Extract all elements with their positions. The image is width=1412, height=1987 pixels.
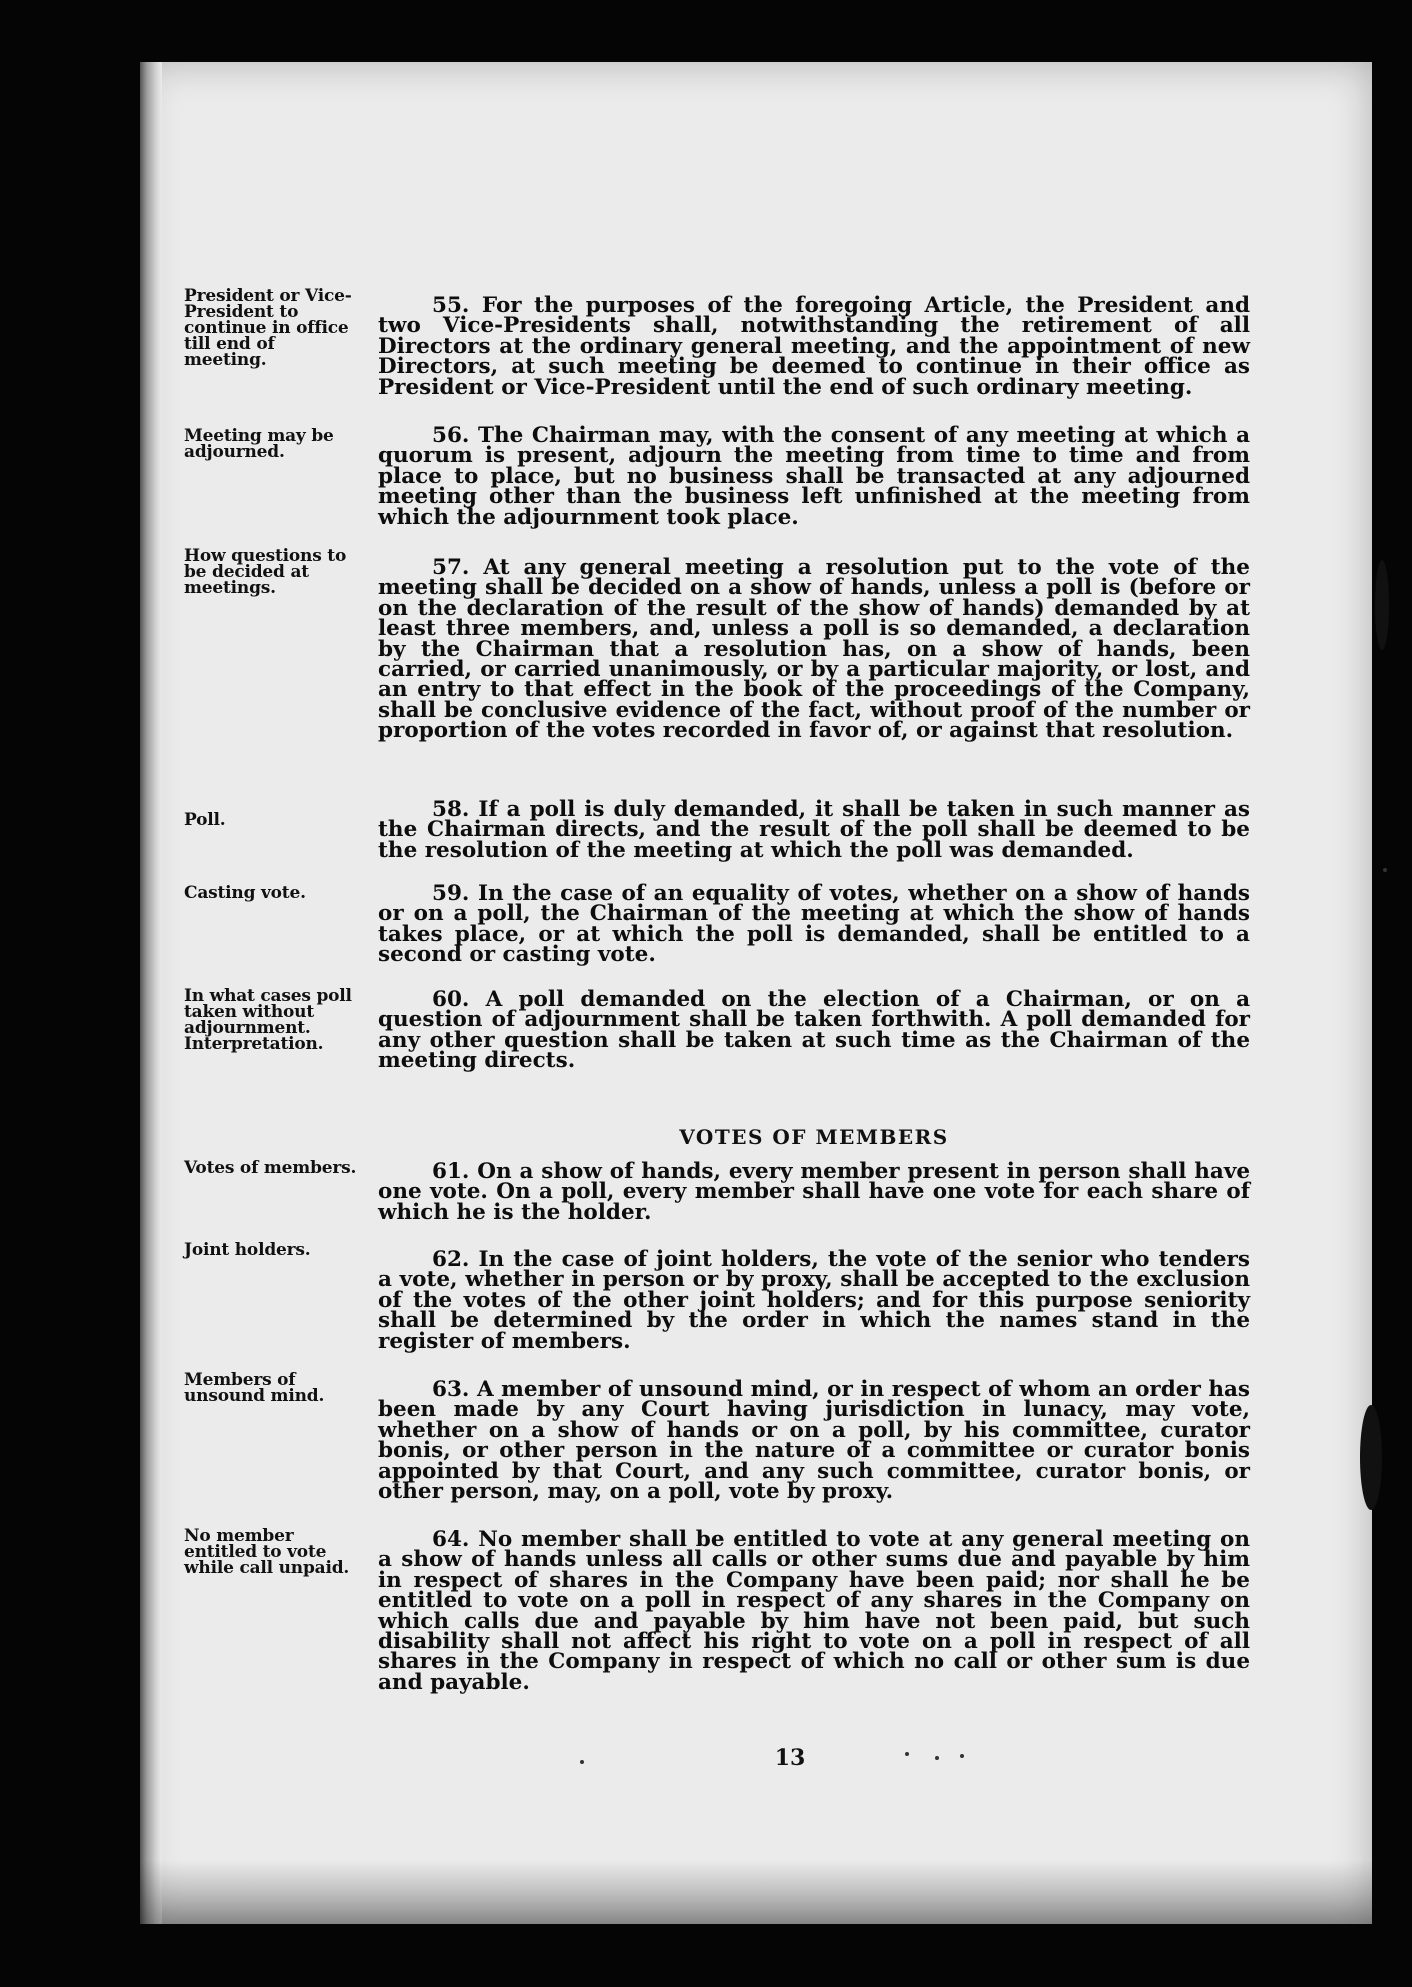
article-60: 60. A poll demanded on the election of a Chairman, or on a question of adjournment shall be taken forthwith. A poll demanded for any other question shall be taken at such time as the Chairman of the meeting directs. [378, 987, 1250, 1074]
section-heading: VOTES OF MEMBERS [679, 1125, 949, 1149]
margin-note-unsound-mind: Members of unsound mind. [184, 1370, 325, 1406]
article-62: 62. In the case of joint holders, the vote of the senior who tenders a vote, whether in person or by proxy, shall be accepted to the exclusion of the votes of the other joint holders; and for this purpose seniority shall be determined by the order in which the names stand in the register of members. [378, 1247, 1250, 1354]
margin-note-president: President or Vice-President to continue in office till end of meeting. [184, 286, 352, 370]
scan-speck [580, 1760, 584, 1764]
margin-note-casting-vote: Casting vote. [184, 883, 306, 903]
scan-speck [905, 1752, 909, 1756]
margin-note-votes-of-members: Votes of members. [184, 1158, 357, 1178]
article-57: 57. At any general meeting a resolution put to the vote of the meeting shall be decided on a show of hands, unless a poll is (before or on the declaration of the result of the show of hands) demanded by at least three members, and, unless a poll is so demanded, a declaration by the Chairman that a resolution has, on a show of hands, been carried, or carried unanimously, or by a particular majority, or lost, and an entry to that effect in the book of the proceedings of the Company, shall be conclusive evidence of the fact, without proof of the number or proportion of the votes recorded in favor of, or against that resolution. [378, 555, 1250, 744]
article-56: 56. The Chairman may, with the consent of any meeting at which a quorum is present, adjourn the meeting from time to time and from place to place, but no business shall be transacted at any adjourned meeting other than the business left unfinished at the meeting from which the adjournment took place. [378, 423, 1250, 530]
scan-speck [935, 1756, 939, 1760]
page-number: 13 [774, 1745, 806, 1771]
article-63: 63. A member of unsound mind, or in respect of whom an order has been made by any Court having jurisdiction in lunacy, may vote, whether on a show of hands or on a poll, by his committee, curator bonis, or other person in the nature of a committee or curator bonis appointed by that Court, and any such committee, curator bonis, or other person, may, on a poll, vote by proxy. [378, 1377, 1250, 1505]
article-61: 61. On a show of hands, every member present in person shall have one vote. On a poll, every member shall have one vote for each share of which he is the holder. [378, 1159, 1250, 1225]
margin-note-adjourned: Meeting may be adjourned. [184, 426, 334, 462]
margin-note-poll-adjournment: In what cases poll taken without adjournment. Interpretation. [184, 986, 352, 1054]
scan-blot-bottom [1360, 1405, 1382, 1510]
article-58: 58. If a poll is duly demanded, it shall be taken in such manner as the Chairman directs, and the result of the poll shall be deemed to be the resolution of the meeting at which the poll was demanded. [378, 797, 1250, 863]
scan-speck [960, 1754, 964, 1758]
article-59: 59. In the case of an equality of votes, whether on a show of hands or on a poll, the Chairman of the meeting at which the show of hands takes place, or at which the poll is demanded, shall be entitled to a second or casting vote. [378, 881, 1250, 968]
margin-note-questions: How questions to be decided at meetings. [184, 546, 347, 598]
margin-note-poll: Poll. [184, 810, 226, 830]
scan-speck [1383, 868, 1387, 872]
page-bottom-shadow [140, 1860, 1372, 1924]
scan-blot-top [1375, 560, 1389, 650]
article-55: 55. For the purposes of the foregoing Article, the President and two Vice-Presidents shall, notwithstanding the retirement of all Directors at the ordinary general meeting, and the appointment of new Directors, at such meeting be deemed to continue in their office as President or Vice-President until the end of such ordinary meeting. [378, 293, 1250, 400]
page-binding-edge [140, 62, 162, 1924]
article-64: 64. No member shall be entitled to vote at any general meeting on a show of hands unless all calls or other sums due and payable by him in respect of shares in the Company have been paid; nor shall he be entitled to vote on a poll in respect of any shares in the Company on which calls due and payable by him have not been paid, but such disability shall not affect his right to vote on a poll in respect of all shares in the Company in respect of which no call or other sum is due and payable. [378, 1527, 1250, 1695]
margin-note-joint-holders: Joint holders. [184, 1240, 311, 1260]
margin-note-call-unpaid: No member entitled to vote while call unpaid. [184, 1526, 350, 1578]
